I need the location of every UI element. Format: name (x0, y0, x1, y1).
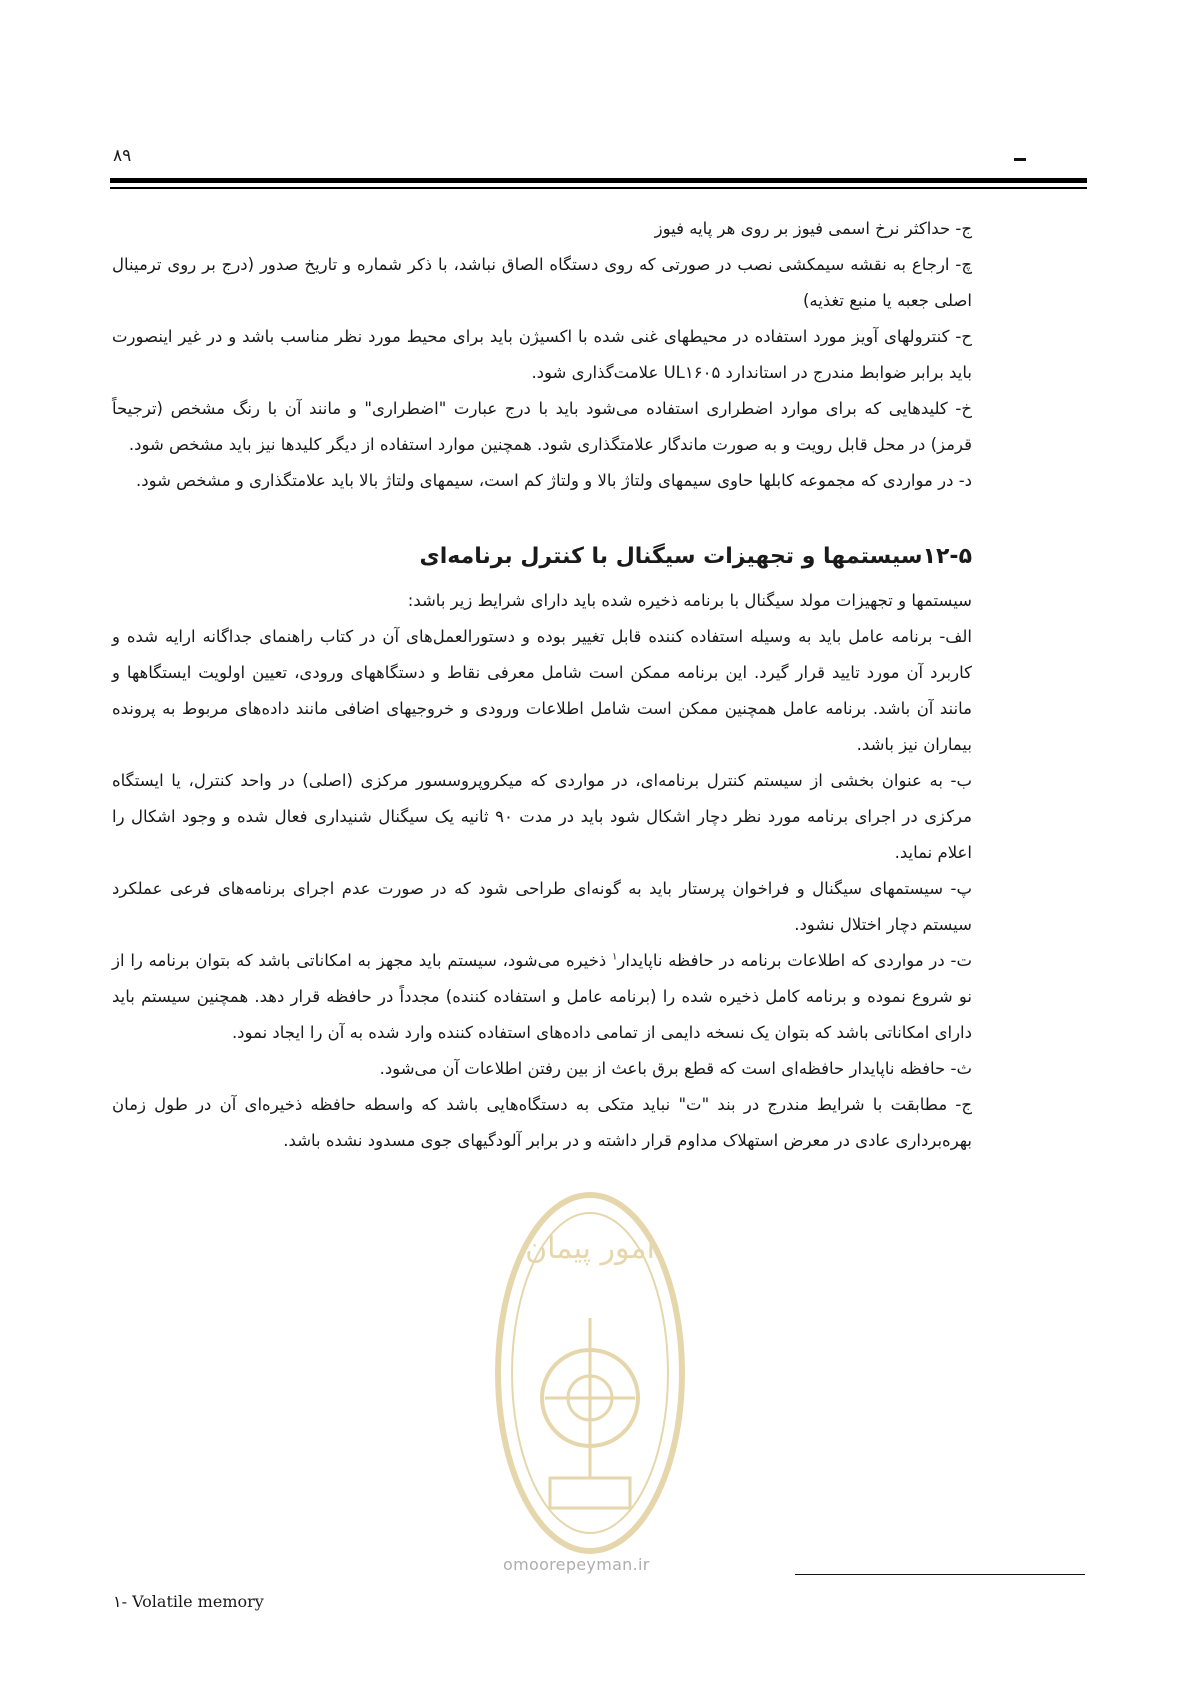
footnote: ۱- Volatile memory (113, 1592, 264, 1611)
watermark-emblem (490, 1188, 690, 1588)
document-body (112, 211, 972, 1159)
list-item-je: ج- مطابقت با شرایط مندرج در بند "ت" نباید متکی به دستگاه‌هایی باشد که واسطه حافظه ذخیره‌ای آن در طول زمان بهره‌برداری عادی در معرض استهلاک مداوم قرار داشته و در برابر آلودگیهای جوی مسدود نشده باشد. (112, 1095, 972, 1150)
list-item-be: ب- به عنوان بخشی از سیستم کنترل برنامه‌ای، در مواردی که میکروپروسسور مرکزی (اصلی) در واحد کنترل، یا ایستگاه مرکزی در اجرای برنامه مورد نظر دچار اشکال شود باید در مدت ۹۰ ثانیه یک سیگنال شنیداری فعال شده و وجود اشکال را اعلام نماید. (112, 771, 972, 862)
emblem-icon (490, 1188, 690, 1558)
watermark-text: omoorepeyman.ir (503, 1555, 650, 1574)
footnote-rule (795, 1574, 1085, 1575)
footnote-marker: ۱ (612, 951, 618, 963)
header-rule-thick (110, 178, 1087, 183)
page-number: ۸۹ (113, 146, 132, 166)
section-heading: ۱۲-۵سیستمها و تجهیزات سیگنال با کنترل برنامه‌ای (419, 544, 972, 569)
list-item-te-start: ت- در مواردی که اطلاعات برنامه در حافظه ناپایدار (617, 951, 972, 970)
list-item-jim: ج- حداکثر نرخ اسمی فیوز بر روی هر پایه فیوز (654, 219, 972, 238)
list-item-khe: خ- کلیدهایی که برای موارد اضطراری استفاده می‌شود باید با درج عبارت "اضطراری" و مانند آن با رنگ مشخص (ترجیحاً قرمز) در محل قابل رویت و به صورت ماندگار علامتگذاری شود. همچنین موارد استفاده از دیگر کلیدها نیز باید مشخص شود. (112, 399, 972, 454)
list-item-se: ث- حافظه ناپایدار حافظه‌ای است که قطع برق باعث از بین رفتن اطلاعات آن می‌شود. (379, 1059, 972, 1078)
section-intro: سیستمها و تجهیزات مولد سیگنال با برنامه ذخیره شده باید دارای شرایط زیر باشد: (407, 591, 972, 610)
list-item-he: ح- کنترولهای آویز مورد استفاده در محیطهای غنی شده با اکسیژن باید برای محیط مورد نظر مناسب باشد و در غیر اینصورت باید برابر ضوابط مندرج در استاندارد UL۱۶۰۵ علامت‌گذاری شود. (112, 327, 972, 382)
list-item-te (112, 943, 972, 1051)
list-item-dal: د- در مواردی که مجموعه کابلها حاوی سیمهای ولتاژ بالا و ولتاژ کم است، سیمهای ولتاژ بالا باید علامتگذاری و مشخص شود. (135, 471, 972, 490)
emblem-text: امور پیمان (525, 1231, 655, 1266)
header-rule-thin (110, 187, 1087, 189)
list-item-che: چ- ارجاع به نقشه سیمکشی نصب در صورتی که روی دستگاه الصاق نباشد، با ذکر شماره و تاریخ صدور (درج بر روی ترمینال اصلی جعبه یا منبع تغذیه) (112, 255, 972, 310)
list-item-pe: پ- سیستمهای سیگنال و فراخوان پرستار باید به گونه‌ای طراحی شود که در صورت عدم اجرای برنامه‌های فرعی عملکرد سیستم دچار اختلال نشود. (112, 879, 972, 934)
list-item-alef: الف- برنامه عامل باید به وسیله استفاده کننده قابل تغییر بوده و دستورالعمل‌های آن در کتاب راهنمای جداگانه ارایه شده و کاربرد آن مورد تایید قرار گیرد. این برنامه ممکن است شامل معرفی نقاط و دستگاههای ورودی، تعیین اولویت ایستگاهها و مانند آن باشد. برنامه عامل همچنین ممکن است شامل اطلاعات ورودی و خروجیهای اضافی مانند داده‌های مربوط به پرونده بیماران نیز باشد. (112, 627, 972, 754)
header-dash (1014, 158, 1026, 161)
list-item-te-end: ذخیره می‌شود، سیستم باید مجهز به امکاناتی باشد که بتوان برنامه را از نو شروع نموده و برنامه کامل ذخیره شده را (برنامه عامل و استفاده کننده) مجدداً در حافظه قرار دهد. همچنین سیستم باید دارای امکاناتی باشد که بتوان یک نسخه دایمی از تمامی داده‌های استفاده کننده وارد شده به آن را ایجاد نمود. (112, 951, 972, 1042)
